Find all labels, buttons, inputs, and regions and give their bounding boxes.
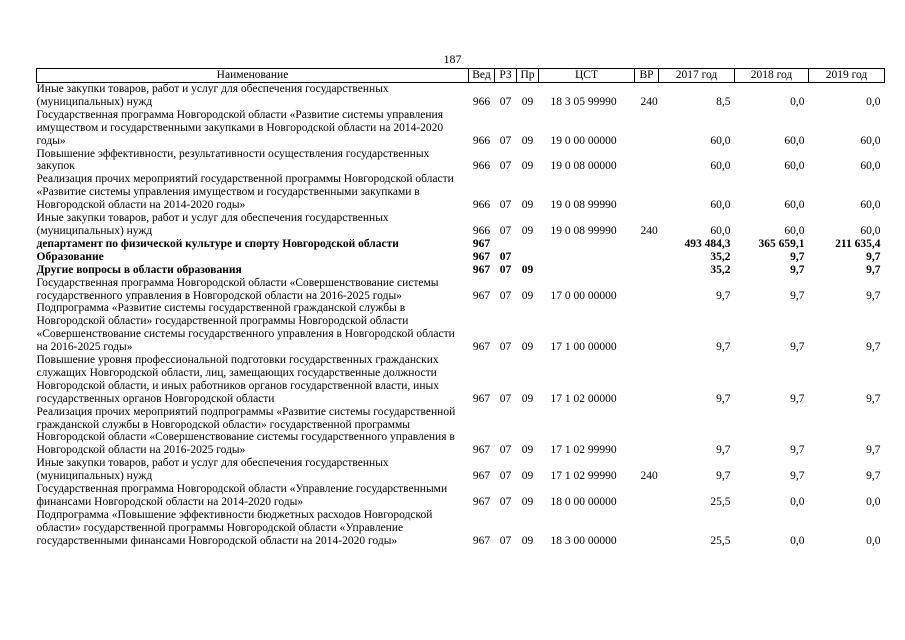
row-2018: 9,7: [790, 444, 805, 457]
table-row: [37, 457, 885, 483]
row-cst: 18 0 00 00000: [550, 496, 617, 508]
row-name: Иные закупки товаров, работ и услуг для обеспечения государственных (муниципальных) нужд: [36, 212, 389, 237]
row-2017: 9,7: [716, 470, 731, 483]
row-vr: 240: [640, 470, 658, 483]
row-pr: 09: [521, 496, 534, 508]
header-2018: 2018 год: [735, 69, 809, 83]
row-2019: 60,0: [860, 224, 881, 237]
row-cst: 18 3 00 00000: [550, 534, 617, 547]
row-name: Подпрограмма «Развитие системы государственной гражданской службы в Новгородской области» государственной программы Новгородской области «Совершенствование системы государственного управления в Новгородской области на 2016-2025 годы»: [36, 302, 455, 354]
row-pr: [517, 251, 539, 264]
row-2019: 0,0: [866, 534, 881, 547]
row-2018: 60,0: [784, 199, 805, 212]
row-2017: 9,7: [716, 444, 731, 457]
row-cst: [539, 264, 635, 277]
row-vr: [635, 109, 659, 148]
table-body: [37, 83, 885, 548]
row-cst: 17 1 02 99990: [550, 470, 617, 483]
row-2018: 9,7: [790, 289, 805, 302]
row-vr: [635, 238, 659, 251]
row-name: Государственная программа Новгородской области «Развитие системы управления имуществом и государственными закупками в Новгородской области на 2014-2020 годы»: [36, 108, 444, 147]
table-row: [37, 264, 885, 277]
row-name: Образование: [36, 250, 104, 263]
row-ved: 966: [472, 224, 491, 237]
row-2019: 9,7: [866, 250, 881, 263]
table-row: [37, 302, 885, 354]
row-2017: 60,0: [710, 160, 731, 173]
row-vr: [635, 483, 659, 509]
row-rz: 07: [499, 392, 512, 405]
row-ved: 966: [472, 95, 491, 108]
row-2018: 60,0: [784, 224, 805, 237]
row-name: Государственная программа Новгородской области «Совершенствование системы государственного управления в Новгородской области на 2016-2025 годы»: [36, 276, 439, 302]
row-2018: 9,7: [790, 250, 805, 263]
row-2017: 25,5: [710, 496, 731, 508]
row-name: Другие вопросы в области образования: [36, 263, 242, 276]
row-pr: [517, 238, 539, 251]
row-2019: 9,7: [866, 289, 881, 302]
row-rz: 07: [499, 341, 512, 354]
row-2019: 0,0: [866, 496, 881, 508]
row-vr: [635, 148, 659, 174]
header-ved: Вед: [469, 69, 495, 83]
row-vr: [635, 264, 659, 277]
row-pr: 09: [521, 160, 534, 173]
row-pr: 09: [521, 199, 534, 212]
row-vr: [635, 354, 659, 406]
row-cst: 19 0 08 00000: [550, 160, 617, 173]
header-name: Наименование: [37, 69, 469, 83]
table-row: [37, 83, 885, 109]
row-ved: 966: [472, 199, 491, 212]
row-pr: 09: [521, 134, 534, 147]
row-2017: 60,0: [710, 199, 731, 212]
row-2019: 9,7: [866, 444, 881, 457]
row-2018: 9,7: [790, 263, 805, 276]
row-2017: 9,7: [716, 341, 731, 354]
row-rz: 07: [499, 444, 512, 457]
row-ved: 967: [472, 289, 491, 302]
row-vr: [635, 251, 659, 264]
row-rz: 07: [499, 496, 512, 508]
row-rz: 07: [499, 534, 512, 547]
table-row: [37, 173, 885, 212]
row-name: Повышение уровня профессиональной подготовки государственных гражданских служащих Новгородской области, лиц, замещающих государственные должности Новгородской области, и иных работников органов государственной власти, иных государственных органов Новгородской области: [36, 354, 439, 405]
row-rz: 07: [499, 470, 512, 483]
row-vr: [635, 406, 659, 458]
row-name: Реализация прочих мероприятий государственной программы Новгородской области «Развитие системы управления имуществом и государственными закупками в Новгородской области на 2014-2020 годы»: [36, 173, 454, 212]
row-cst: 17 1 00 00000: [550, 341, 617, 354]
header-2019: 2019 год: [809, 69, 885, 83]
row-2019: 60,0: [860, 134, 881, 147]
row-name: Повышение эффективности, результативности осуществления государственных закупок: [36, 147, 430, 173]
table-row: [37, 483, 885, 509]
row-2018: 9,7: [790, 470, 805, 483]
row-cst: 17 1 02 00000: [550, 392, 617, 405]
table-row: [37, 148, 885, 174]
row-ved: 967: [472, 263, 491, 276]
table-row: [37, 212, 885, 238]
row-cst: 17 1 02 99990: [550, 444, 617, 457]
row-name: Государственная программа Новгородской области «Управление государственными финансами Новгородской области на 2014-2020 годы»: [36, 483, 448, 508]
row-cst: 19 0 00 00000: [550, 134, 617, 147]
row-pr: 09: [521, 95, 534, 108]
row-2018: 0,0: [790, 95, 805, 108]
row-rz: 07: [499, 224, 512, 237]
row-ved: 967: [472, 534, 491, 547]
row-2019: 60,0: [860, 160, 881, 173]
row-name: Иные закупки товаров, работ и услуг для обеспечения государственных (муниципальных) нужд: [36, 83, 389, 108]
row-name: Реализация прочих мероприятий подпрограммы «Развитие системы государственной гражданской службы в Новгородской области» государственной программы Новгородской области «Совершенствование системы государственного управления в Новгородской области на 2016-2025 годы»: [36, 405, 456, 457]
table-row: [37, 238, 885, 251]
row-name: Иные закупки товаров, работ и услуг для обеспечения государственных (муниципальных) нужд: [36, 457, 389, 483]
row-vr: [635, 302, 659, 354]
row-rz: 07: [499, 95, 512, 108]
row-vr: [635, 509, 659, 548]
row-2017: 35,2: [710, 250, 731, 263]
table-header-row: [37, 69, 885, 83]
row-2018: 60,0: [784, 160, 805, 173]
row-cst: [539, 238, 635, 251]
row-vr: [635, 173, 659, 212]
row-2019: 9,7: [866, 341, 881, 354]
table-row: [37, 354, 885, 406]
row-ved: 967: [472, 392, 491, 405]
row-cst: 18 3 05 99990: [550, 95, 617, 108]
row-pr: 09: [521, 392, 534, 405]
budget-table: [36, 68, 885, 548]
row-pr: 09: [521, 534, 534, 547]
row-cst: [539, 251, 635, 264]
row-rz: 07: [499, 199, 512, 212]
table-row: [37, 109, 885, 148]
row-2018: 9,7: [790, 392, 805, 405]
row-ved: 967: [472, 444, 491, 457]
row-2019: 211 635,4: [835, 237, 881, 250]
row-2019: 60,0: [860, 199, 881, 212]
row-2019: 9,7: [866, 470, 881, 483]
row-vr: [635, 277, 659, 303]
row-2017: 35,2: [710, 263, 731, 276]
row-rz: [495, 238, 517, 251]
row-2018: 9,7: [790, 341, 805, 354]
row-name: департамент по физической культуре и спорту Новгородской области: [36, 237, 399, 250]
row-pr: 09: [521, 444, 534, 457]
row-pr: 09: [521, 341, 534, 354]
row-rz: 07: [499, 160, 512, 173]
row-2019: 0,0: [866, 95, 881, 108]
row-vr: 240: [640, 224, 658, 237]
row-2019: 9,7: [866, 263, 881, 276]
row-ved: 967: [472, 341, 491, 354]
row-ved: 966: [472, 160, 491, 173]
row-2017: 8,5: [716, 95, 731, 108]
row-cst: 17 0 00 00000: [550, 289, 617, 302]
row-2017: 25,5: [710, 534, 731, 547]
row-rz: 07: [499, 134, 512, 147]
row-vr: 240: [640, 95, 658, 108]
row-2017: 493 484,3: [684, 237, 731, 250]
table-row: [37, 509, 885, 548]
row-ved: 966: [472, 134, 491, 147]
row-2018: 365 659,1: [758, 237, 805, 250]
row-2018: 0,0: [790, 534, 805, 547]
row-2017: 9,7: [716, 289, 731, 302]
page-number: 187: [443, 52, 462, 66]
row-2019: 9,7: [866, 392, 881, 405]
row-cst: 19 0 08 99990: [550, 224, 617, 237]
row-ved: 967: [472, 470, 491, 483]
table-row: [37, 406, 885, 458]
row-ved: 967: [472, 250, 491, 263]
row-rz: 07: [499, 250, 512, 263]
row-ved: 967: [472, 237, 491, 250]
row-2017: 60,0: [710, 224, 731, 237]
header-cst: ЦСТ: [539, 69, 635, 83]
row-2018: 0,0: [790, 496, 805, 508]
header-rz: РЗ: [495, 69, 517, 83]
row-rz: 07: [499, 263, 512, 276]
row-pr: 09: [521, 224, 534, 237]
row-pr: 09: [521, 263, 534, 276]
row-rz: 07: [499, 289, 512, 302]
row-pr: 09: [521, 289, 534, 302]
row-cst: 19 0 08 99990: [550, 199, 617, 212]
row-name: Подпрограмма «Повышение эффективности бюджетных расходов Новгородской области» государственной программы Новгородской области «Управление государственными финансами Новгородской области на 2014-2020 годы»: [36, 508, 433, 547]
header-vr: ВР: [635, 69, 659, 83]
row-ved: 967: [472, 496, 491, 508]
row-2018: 60,0: [784, 134, 805, 147]
header-2017: 2017 год: [659, 69, 735, 83]
row-2017: 9,7: [716, 392, 731, 405]
header-pr: Пр: [517, 69, 539, 83]
table-row: [37, 251, 885, 264]
table-row: [37, 277, 885, 303]
row-2017: 60,0: [710, 134, 731, 147]
row-pr: 09: [521, 470, 534, 483]
